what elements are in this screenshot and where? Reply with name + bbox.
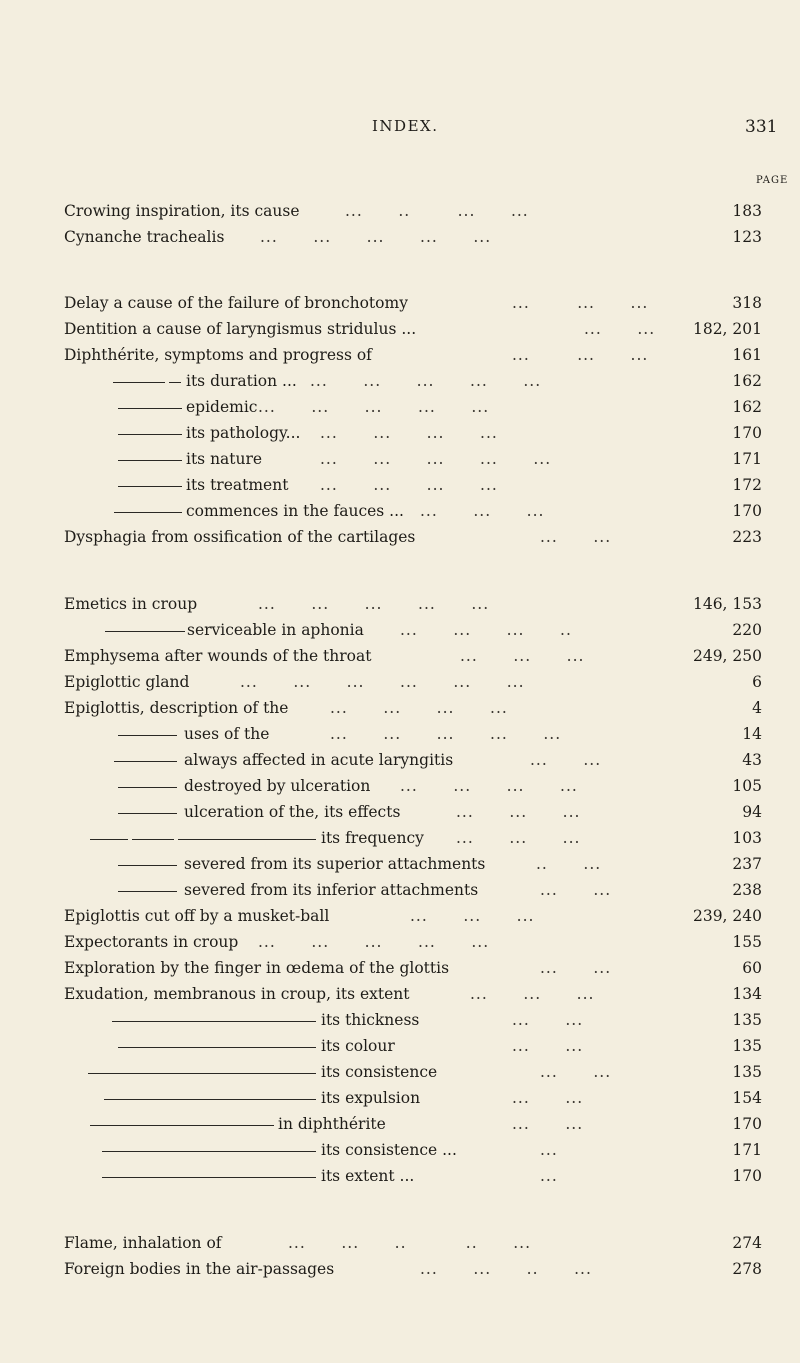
entry-text: destroyed by ulceration bbox=[184, 777, 371, 795]
index-entry: uses of the ... ... ... ... ... 14 bbox=[0, 723, 800, 745]
index-entry: Emphysema after wounds of the throat ... ... ... 249, 250 bbox=[64, 647, 762, 665]
ditto-rule bbox=[118, 408, 182, 409]
index-entry: commences in the fauces ... ... ... ... 170 bbox=[0, 500, 800, 522]
entry-page: 274 bbox=[732, 1234, 762, 1252]
entry-page: 182, 201 bbox=[692, 320, 762, 338]
entry-text: ulceration of the, its effects bbox=[184, 803, 401, 821]
entry-page: 238 bbox=[732, 881, 762, 899]
entry-page: 6 bbox=[752, 673, 762, 691]
index-entry: Epiglottic gland ... ... ... ... ... ... 6 bbox=[64, 673, 762, 691]
entry-page: 105 bbox=[732, 777, 762, 795]
entry-page: 154 bbox=[732, 1089, 762, 1107]
entry-page: 135 bbox=[732, 1063, 762, 1081]
ditto-rule bbox=[114, 512, 182, 513]
entry-text: Exploration by the finger in œdema of the glottis bbox=[64, 959, 450, 977]
entry-page: 94 bbox=[742, 803, 762, 821]
entry-text: Dysphagia from ossification of the cartilages bbox=[64, 528, 416, 546]
ditto-rule bbox=[118, 434, 182, 435]
entry-page: 172 bbox=[732, 476, 762, 494]
entry-page: 171 bbox=[732, 450, 762, 468]
entry-text: Epiglottis cut off by a musket-ball bbox=[64, 907, 330, 925]
index-entry: its expulsion ... ... 154 bbox=[0, 1087, 800, 1109]
page-column-label: PAGE bbox=[756, 175, 789, 186]
index-entry: Expectorants in croup ... ... ... ... ... 155 bbox=[64, 933, 762, 951]
entry-text: commences in the fauces ... bbox=[186, 502, 404, 520]
index-entry: Crowing inspiration, its cause ... .. ... ... 183 bbox=[64, 202, 762, 220]
index-entry: Exudation, membranous in croup, its extent ... ... ... 134 bbox=[64, 985, 762, 1003]
ditto-rule bbox=[118, 1047, 316, 1048]
entry-text: Expectorants in croup bbox=[64, 933, 239, 951]
index-entry: its nature ... ... ... ... ... 171 bbox=[0, 448, 800, 470]
ditto-rule bbox=[114, 761, 177, 762]
ditto-rule bbox=[112, 1021, 316, 1022]
entry-page: 155 bbox=[732, 933, 762, 951]
entry-page: 135 bbox=[732, 1037, 762, 1055]
entry-text: Epiglottic gland bbox=[64, 673, 190, 691]
index-entry: its treatment ... ... ... ... 172 bbox=[0, 474, 800, 496]
index-entry: Exploration by the finger in œdema of the glottis ... ... 60 bbox=[64, 959, 762, 977]
index-entry: its frequency ... ... ... 103 bbox=[0, 827, 800, 849]
entry-text: serviceable in aphonia bbox=[187, 621, 364, 639]
entry-page: 146, 153 bbox=[692, 595, 762, 613]
index-entry: Emetics in croup ... ... ... ... ... 146, 153 bbox=[64, 595, 762, 613]
entry-text: Exudation, membranous in croup, its extent bbox=[64, 985, 410, 1003]
index-entry: Cynanche trachealis ... ... ... ... ... 123 bbox=[64, 228, 762, 246]
entry-page: 43 bbox=[742, 751, 762, 769]
index-entry: destroyed by ulceration ... ... ... ... 105 bbox=[0, 775, 800, 797]
ditto-rule bbox=[90, 1125, 274, 1126]
entry-page: 318 bbox=[732, 294, 762, 312]
ditto-rule bbox=[113, 382, 165, 383]
entry-page: 170 bbox=[732, 1167, 762, 1185]
index-entry: Foreign bodies in the air-passages ... ... .. ... 278 bbox=[64, 1260, 762, 1278]
entry-text: Epiglottis, description of the bbox=[64, 699, 289, 717]
entry-page: 170 bbox=[732, 502, 762, 520]
entry-text: its thickness bbox=[321, 1011, 420, 1029]
index-entry: Flame, inhalation of ... ... .. .. ... 274 bbox=[64, 1234, 762, 1252]
entry-text: Dentition a cause of laryngismus stridulus ... bbox=[64, 320, 417, 338]
entry-page: 249, 250 bbox=[692, 647, 762, 665]
entry-text: its treatment bbox=[186, 476, 289, 494]
entry-text: its consistence ... bbox=[321, 1141, 457, 1159]
entry-page: 170 bbox=[732, 1115, 762, 1133]
entry-text: its duration ... bbox=[186, 372, 297, 390]
entry-text: Foreign bodies in the air-passages bbox=[64, 1260, 335, 1278]
entry-page: 237 bbox=[732, 855, 762, 873]
ditto-rule bbox=[90, 839, 128, 840]
index-entry: its pathology... ... ... ... ... 170 bbox=[0, 422, 800, 444]
entry-page: 220 bbox=[732, 621, 762, 639]
index-entry: its extent ... ... 170 bbox=[0, 1165, 800, 1187]
entry-text: in diphthérite bbox=[278, 1115, 386, 1133]
index-entry: always affected in acute laryngitis ... ... 43 bbox=[0, 749, 800, 771]
ditto-rule bbox=[118, 486, 182, 487]
entry-text: its expulsion bbox=[321, 1089, 421, 1107]
entry-text: its nature bbox=[186, 450, 263, 468]
index-entry: severed from its superior attachments .. ... 237 bbox=[0, 853, 800, 875]
entry-page: 162 bbox=[732, 372, 762, 390]
entry-text: Cynanche trachealis bbox=[64, 228, 225, 246]
ditto-rule bbox=[118, 865, 177, 866]
entry-page: 123 bbox=[732, 228, 762, 246]
ditto-rule bbox=[118, 813, 177, 814]
index-entry: Epiglottis cut off by a musket-ball ... ... ... 239, 240 bbox=[64, 907, 762, 925]
entry-page: 239, 240 bbox=[692, 907, 762, 925]
entry-text: Delay a cause of the failure of bronchotomy bbox=[64, 294, 408, 312]
index-entry: Dentition a cause of laryngismus stridulus ... ... ... 182, 201 bbox=[64, 320, 762, 338]
ditto-rule bbox=[132, 839, 174, 840]
index-entry: ulceration of the, its effects ... ... ... 94 bbox=[0, 801, 800, 823]
ditto-rule bbox=[102, 1177, 316, 1178]
index-entry: Diphthérite, symptoms and progress of ... ... ... 161 bbox=[64, 346, 762, 364]
index-entry: epidemic ... ... ... ... ... 162 bbox=[0, 396, 800, 418]
entry-text: uses of the bbox=[184, 725, 270, 743]
entry-page: 135 bbox=[732, 1011, 762, 1029]
entry-text: Diphthérite, symptoms and progress of bbox=[64, 346, 372, 364]
ditto-rule bbox=[169, 382, 181, 383]
entry-page: 103 bbox=[732, 829, 762, 847]
entry-page: 60 bbox=[742, 959, 762, 977]
index-entry: its consistence ... ... 171 bbox=[0, 1139, 800, 1161]
ditto-rule bbox=[105, 631, 185, 632]
entry-text: always affected in acute laryngitis bbox=[184, 751, 454, 769]
entry-text: Crowing inspiration, its cause bbox=[64, 202, 300, 220]
entry-page: 278 bbox=[732, 1260, 762, 1278]
index-entry: in diphthérite ... ... 170 bbox=[0, 1113, 800, 1135]
entry-page: 162 bbox=[732, 398, 762, 416]
index-entry: severed from its inferior attachments ... ... 238 bbox=[0, 879, 800, 901]
entry-text: Emetics in croup bbox=[64, 595, 198, 613]
index-entry: its colour ... ... 135 bbox=[0, 1035, 800, 1057]
page-number: 331 bbox=[745, 117, 778, 137]
index-entry: Epiglottis, description of the ... ... ... ... 4 bbox=[64, 699, 762, 717]
ditto-rule bbox=[104, 1099, 316, 1100]
entry-text: its colour bbox=[321, 1037, 395, 1055]
index-entry: Delay a cause of the failure of bronchotomy ... ... ... 318 bbox=[64, 294, 762, 312]
entry-page: 134 bbox=[732, 985, 762, 1003]
entry-page: 183 bbox=[732, 202, 762, 220]
entry-text: its extent ... bbox=[321, 1167, 415, 1185]
entry-text: Emphysema after wounds of the throat bbox=[64, 647, 372, 665]
index-entry: its thickness ... ... 135 bbox=[0, 1009, 800, 1031]
ditto-rule bbox=[102, 1151, 316, 1152]
ditto-rule bbox=[88, 1073, 316, 1074]
entry-page: 223 bbox=[732, 528, 762, 546]
ditto-rule bbox=[118, 787, 177, 788]
ditto-rule bbox=[178, 839, 316, 840]
entry-text: epidemic bbox=[186, 398, 258, 416]
entry-page: 171 bbox=[732, 1141, 762, 1159]
entry-text: severed from its inferior attachments bbox=[184, 881, 479, 899]
ditto-rule bbox=[118, 735, 177, 736]
entry-text: severed from its superior attachments bbox=[184, 855, 486, 873]
entry-text: its consistence bbox=[321, 1063, 438, 1081]
index-entry: its consistence ... ... 135 bbox=[0, 1061, 800, 1083]
running-title: INDEX. bbox=[372, 117, 439, 135]
ditto-rule bbox=[118, 460, 182, 461]
entry-text: Flame, inhalation of bbox=[64, 1234, 222, 1252]
entry-page: 4 bbox=[752, 699, 762, 717]
index-entry: serviceable in aphonia ... ... ... .. 220 bbox=[0, 619, 800, 641]
entry-page: 161 bbox=[732, 346, 762, 364]
ditto-rule bbox=[118, 891, 177, 892]
entry-text: its frequency bbox=[321, 829, 424, 847]
entry-text: its pathology... bbox=[186, 424, 301, 442]
index-entry: its duration ... ... ... ... ... ... 162 bbox=[0, 370, 800, 392]
entry-page: 14 bbox=[742, 725, 762, 743]
index-entry: Dysphagia from ossification of the cartilages ... ... 223 bbox=[64, 528, 762, 546]
entry-page: 170 bbox=[732, 424, 762, 442]
